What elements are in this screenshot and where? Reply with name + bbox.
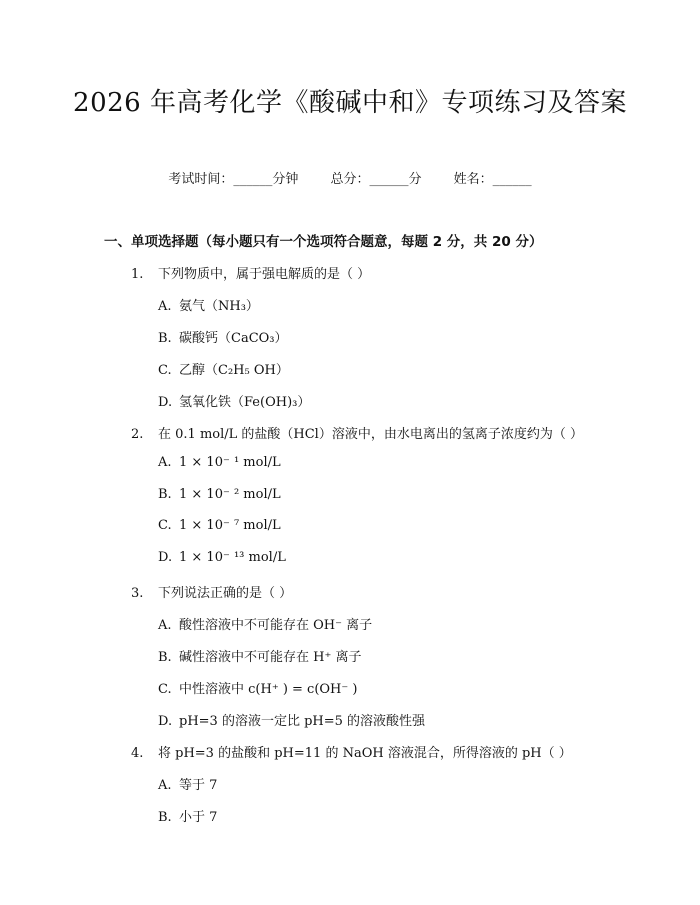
question-3 [131,582,292,601]
question-2 [131,423,583,442]
exam-time: 考试时间：______分钟 [168,172,299,187]
option-4b: B. 小于 7 [158,810,218,825]
exam-score: 总分：______分 [330,172,422,187]
option-1c: C. 乙醇（C₂H₅ OH） [158,363,289,378]
question-text: 下列说法正确的是（ ） [158,586,293,601]
option-3a: A. 酸性溶液中不可能存在 OH⁻ 离子 [158,618,373,633]
option-1b: B. 碳酸钙（CaCO₃） [158,331,288,346]
question-number: 2. [131,427,144,442]
section-heading: 一、单项选择题（每小题只有一个选项符合题意，每题 2 分，共 20 分） [104,234,543,250]
exam-meta [0,168,700,187]
option-2c: C. 1 × 10⁻ ⁷ mol/L [158,518,281,533]
question-number: 3. [131,586,144,601]
exam-name: 姓名：______ [453,172,532,187]
question-text: 在 0.1 mol/L 的盐酸（HCl）溶液中，由水电离出的氢离子浓度约为（ ） [158,427,583,442]
page-title: 2026 年高考化学《酸碱中和》专项练习及答案 [73,88,627,118]
option-3c: C. 中性溶液中 c(H⁺ ) = c(OH⁻ ) [158,682,358,697]
question-number: 4. [131,746,144,761]
question-1 [131,263,370,282]
question-text: 下列物质中，属于强电解质的是（ ） [158,267,371,282]
option-4a: A. 等于 7 [158,778,218,793]
option-2a: A. 1 × 10⁻ ¹ mol/L [158,455,281,470]
option-1a: A. 氨气（NH₃） [158,299,259,314]
option-2b: B. 1 × 10⁻ ² mol/L [158,487,281,502]
question-4 [131,742,572,761]
option-2d: D. 1 × 10⁻ ¹³ mol/L [158,550,286,565]
option-3b: B. 碱性溶液中不可能存在 H⁺ 离子 [158,650,362,665]
question-text: 将 pH=3 的盐酸和 pH=11 的 NaOH 溶液混合，所得溶液的 pH（ ） [158,746,572,761]
option-3d: D. pH=3 的溶液一定比 pH=5 的溶液酸性强 [158,714,426,729]
option-1d: D. 氢氧化铁（Fe(OH)₃） [158,395,311,410]
question-number: 1. [131,267,144,282]
